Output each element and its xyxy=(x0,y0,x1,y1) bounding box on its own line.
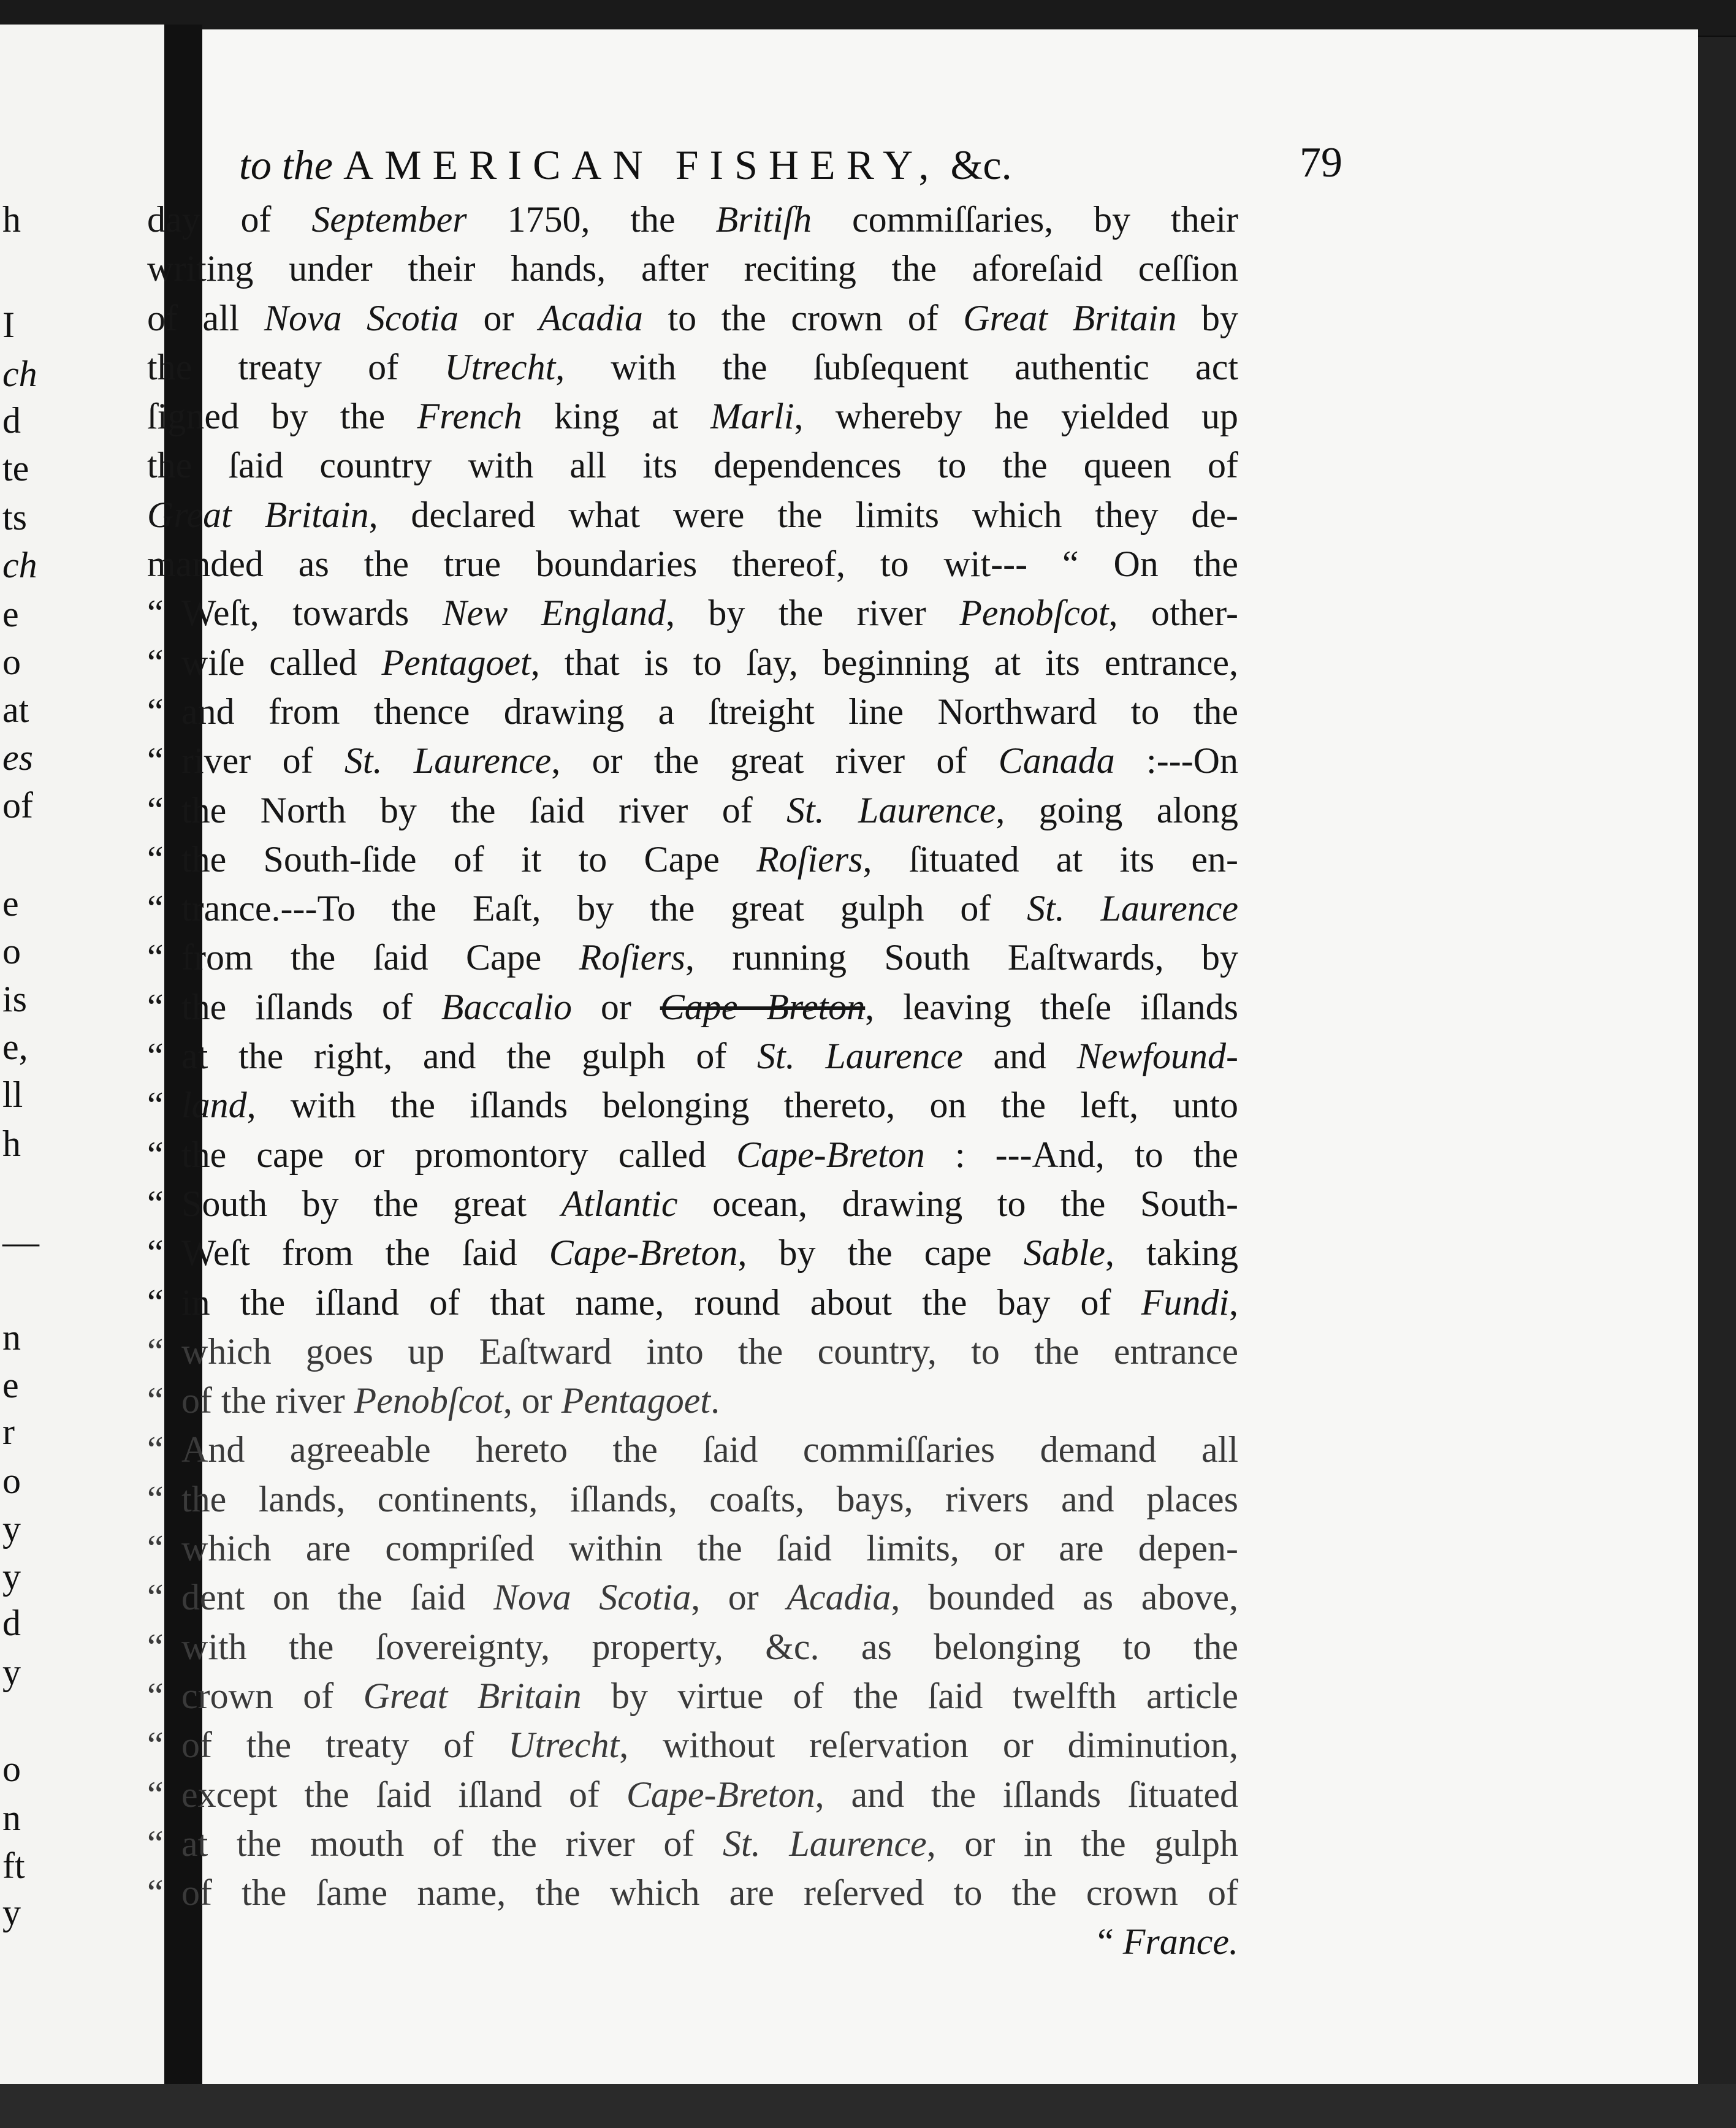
facing-page-text-fragment: e xyxy=(2,883,19,924)
text-line: “ the South-ſide of it to Cape Roſiers, ſituated at its en- xyxy=(147,838,1239,880)
running-head-etc: &c. xyxy=(950,142,1012,188)
facing-page-text-fragment: y xyxy=(2,1508,21,1549)
facing-page-text-fragment: e xyxy=(2,1365,19,1405)
body-text xyxy=(147,195,1238,1967)
text-line: “ trance.---To the Eaſt, by the great gulph of St. Laurence xyxy=(147,888,1238,929)
text-line: Great Britain, declared what were the limits which they de- xyxy=(147,494,1238,535)
text-line: ſigned by the French king at Marli, whereby he yielded up xyxy=(147,396,1238,437)
text-line: “ at the right, and the gulph of St. Laurence and Newfound- xyxy=(147,1036,1238,1077)
page-number: 79 xyxy=(1300,139,1342,186)
facing-page-fragment xyxy=(0,25,164,2084)
facing-page-text-fragment: at xyxy=(2,690,29,730)
text-line: “ land, with the iſlands belonging thereto, on the left, unto xyxy=(147,1085,1238,1126)
facing-page-text-fragment: o xyxy=(2,1749,21,1789)
text-line: of all Nova Scotia or Acadia to the crown of Great Britain by xyxy=(147,297,1238,338)
text-line: writing under their hands, after reciting the aforeſaid ceſſion xyxy=(147,248,1238,289)
text-line: “ the lands, continents, iſlands, coaſts, bays, rivers and places xyxy=(147,1478,1238,1519)
facing-page-text-fragment: ch xyxy=(2,354,37,394)
text-line: manded as the true boundaries thereof, to wit--- “ On the xyxy=(147,544,1238,585)
catchword: “ France. xyxy=(1097,1921,1238,1963)
text-line: “ And agreeable hereto the ſaid commiſſaries demand all xyxy=(147,1429,1238,1470)
running-head-title: AMERICAN FISHERY, xyxy=(343,142,940,188)
running-head xyxy=(239,141,1404,189)
facing-page-text-fragment: te xyxy=(2,448,29,488)
facing-page-text-fragment: ft xyxy=(2,1845,25,1886)
text-line: “ the iſlands of Baccalio or Cape Breton, leaving theſe iſlands xyxy=(147,986,1238,1027)
text-line: “ of the treaty of Utrecht, without reſervation or diminution, xyxy=(147,1725,1238,1766)
facing-page-text-fragment: ts xyxy=(2,497,28,538)
text-line: the ſaid country with all its dependences to the queen of xyxy=(147,445,1238,486)
text-line: “ South by the great Atlantic ocean, drawing to the South- xyxy=(147,1183,1238,1224)
text-line: “ at the mouth of the river of St. Laurence, or in the gulph xyxy=(147,1823,1239,1864)
facing-page-text-fragment: n xyxy=(2,1317,21,1358)
text-line: “ with the ſovereignty, property, &c. as belonging to the xyxy=(147,1626,1238,1667)
text-line: “ Weſt, towards New England, by the river Penobſcot, other- xyxy=(147,593,1238,634)
facing-page-text-fragment: — xyxy=(2,1222,39,1262)
facing-page-text-fragment: is xyxy=(2,979,28,1019)
facing-page-text-fragment: d xyxy=(2,1603,21,1643)
facing-page-text-fragment: h xyxy=(2,1123,21,1164)
text-line: “ river of St. Laurence, or the great river of Canada :---On xyxy=(147,740,1239,781)
text-line: “ of the river Penobſcot, or Pentagoet. xyxy=(147,1380,720,1421)
text-line: “ the North by the ſaid river of St. Laurence, going along xyxy=(147,789,1238,830)
text-line: “ in the iſland of that name, round about the bay of Fundi, xyxy=(147,1282,1238,1323)
scan-border-bottom xyxy=(0,2084,1736,2128)
facing-page-text-fragment: y xyxy=(2,1652,21,1692)
text-line: “ dent on the ſaid Nova Scotia, or Acadia, bounded as above, xyxy=(147,1577,1239,1618)
text-line: “ of the ſame name, the which are reſerved to the crown of xyxy=(147,1872,1238,1913)
facing-page-text-fragment: I xyxy=(2,305,15,345)
running-head-italic: to the xyxy=(239,142,333,188)
page-edge xyxy=(1698,37,1736,2084)
facing-page-text-fragment: r xyxy=(2,1412,15,1452)
text-line: day of September 1750, the Britiſh commiſſaries, by their xyxy=(147,199,1238,240)
facing-page-text-fragment: e xyxy=(2,594,19,634)
facing-page-text-fragment: d xyxy=(2,400,21,441)
facing-page-text-fragment: o xyxy=(2,642,21,682)
text-line: “ which goes up Eaſtward into the country, to the entrance xyxy=(147,1331,1238,1372)
facing-page-text-fragment: n xyxy=(2,1798,21,1838)
text-line: “ and from thence drawing a ſtreight line Northward to the xyxy=(147,691,1238,732)
facing-page-text-fragment: ch xyxy=(2,545,37,585)
text-line: “ from the ſaid Cape Roſiers, running South Eaſtwards, by xyxy=(147,937,1238,978)
facing-page-text-fragment: e, xyxy=(2,1027,28,1067)
text-line: “ crown of Great Britain by virtue of the ſaid twelfth article xyxy=(147,1675,1238,1716)
text-line: “ Weſt from the ſaid Cape-Breton, by the cape Sable, taking xyxy=(147,1233,1238,1274)
text-line: “ except the ſaid iſland of Cape-Breton, and the iſlands ſituated xyxy=(147,1774,1238,1815)
text-line: “ the cape or promontory called Cape-Breton : ---And, to the xyxy=(147,1134,1238,1175)
facing-page-text-fragment: ll xyxy=(2,1074,23,1115)
facing-page-text-fragment: o xyxy=(2,931,21,971)
text-line: “ which are compriſed within the ſaid limits, or are depen- xyxy=(147,1528,1238,1569)
facing-page-text-fragment: es xyxy=(2,737,33,778)
facing-page-text-fragment: y xyxy=(2,1892,21,1932)
facing-page-text-fragment: o xyxy=(2,1461,21,1501)
text-line: the treaty of Utrecht, with the ſubſequent authentic act xyxy=(147,346,1238,387)
text-line: “ wiſe called Pentagoet, that is to ſay, beginning at its entrance, xyxy=(147,642,1238,683)
facing-page-text-fragment: y xyxy=(2,1556,21,1597)
facing-page-text-fragment: h xyxy=(2,199,21,240)
facing-page-text-fragment: of xyxy=(2,785,33,826)
